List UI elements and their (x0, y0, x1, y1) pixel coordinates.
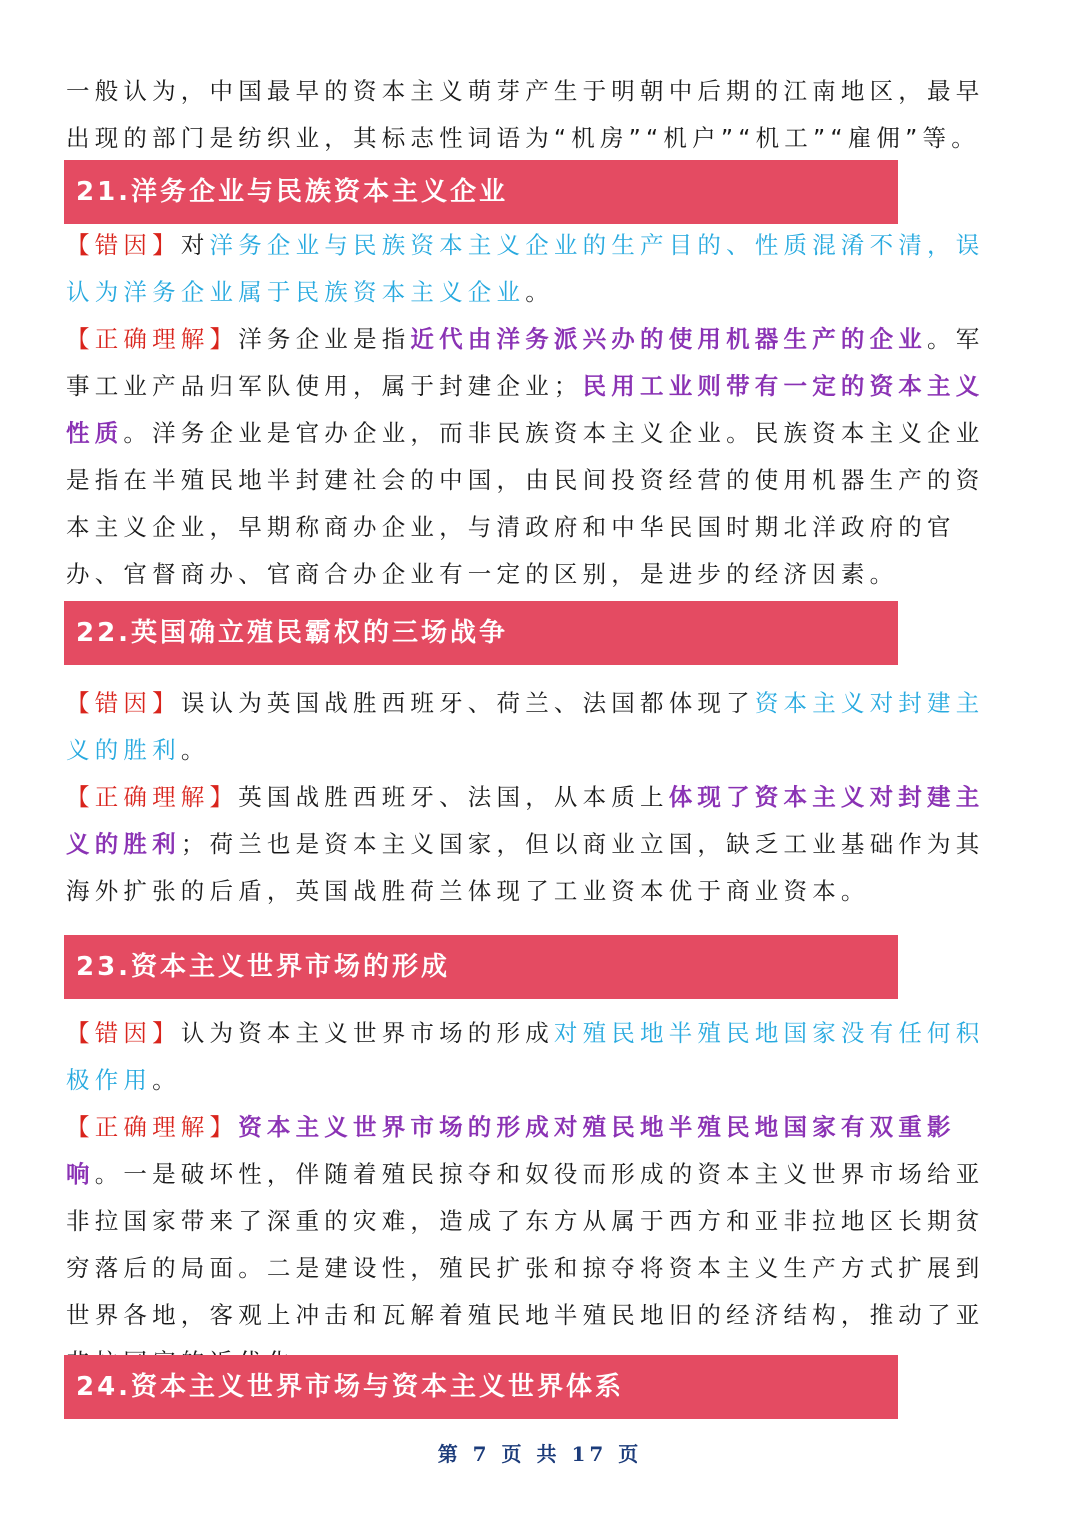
section-23-error: 【错因】认为资本主义世界市场的形成对殖民地半殖民地国家没有任何积极作用。 (66, 1019, 985, 1094)
section-21-error: 【错因】对洋务企业与民族资本主义企业的生产目的、性质混淆不清，误认为洋务企业属于民族资本主义企业。 (66, 231, 985, 306)
total-page-count: 17 (571, 1442, 608, 1466)
section-22-correct: 【正确理解】英国战胜西班牙、法国，从本质上体现了资本主义对封建主义的胜利；荷兰也是资本主义国家，但以商业立国，缺乏工业基础作为其海外扩张的后盾，英国战胜荷兰体现了工业资本优于商业资本。 (66, 783, 985, 905)
error-label: 【错因】 (66, 231, 181, 259)
section-22-banner (64, 601, 898, 665)
section-21-banner (64, 160, 898, 224)
section-22-title: 22.英国确立殖民霸权的三场战争 (76, 618, 509, 648)
section-24-banner (64, 1355, 898, 1419)
error-highlight: 资本主义对封建主义的胜利 (66, 689, 985, 764)
correct-highlight: 体现了资本主义对封建主义的胜利 (66, 783, 985, 858)
correct-label: 【正确理解】 (66, 783, 239, 811)
section-22-error: 【错因】误认为英国战胜西班牙、荷兰、法国都体现了资本主义对封建主义的胜利。 (66, 689, 985, 764)
page-footer: 第 7 页 共 17 页 (437, 1442, 643, 1466)
correct-label: 【正确理解】 (66, 1113, 239, 1141)
section-24-title: 24.资本主义世界市场与资本主义世界体系 (76, 1372, 625, 1402)
error-label: 【错因】 (66, 1019, 181, 1047)
correct-highlight: 资本主义世界市场的形成对殖民地半殖民地国家有双重影响 (66, 1113, 956, 1188)
correct-label: 【正确理解】 (66, 325, 239, 353)
section-21-title: 21.洋务企业与民族资本主义企业 (76, 177, 509, 207)
current-page-number: 7 (472, 1442, 491, 1466)
error-label: 【错因】 (66, 689, 181, 717)
section-23-title: 23.资本主义世界市场的形成 (76, 952, 451, 982)
correct-highlight: 民用工业则带有一定的资本主义性质 (66, 372, 985, 447)
intro-paragraph: 一般认为，中国最早的资本主义萌芽产生于明朝中后期的江南地区，最早出现的部门是纺织业，其标志性词语为“机房”“机户”“机工”“雇佣”等。 (66, 77, 985, 152)
error-highlight: 洋务企业与民族资本主义企业的生产目的、性质混淆不清，误认为洋务企业属于民族资本主义企业 (66, 231, 985, 306)
section-23-banner (64, 935, 898, 999)
section-21-correct: 【正确理解】洋务企业是指近代由洋务派兴办的使用机器生产的企业。军事工业产品归军队使用，属于封建企业；民用工业则带有一定的资本主义性质。洋务企业是官办企业，而非民族资本主义企业。民族资本主义企业是指在半殖民地半封建社会的中国，由民间投资经营的使用机器生产的资本主义企业，早期称商办企业，与清政府和中华民国时期北洋政府的官办、官督商办、官商合办企业有一定的区别，是进步的经济因素。 (66, 325, 985, 588)
correct-highlight: 近代由洋务派兴办的使用机器生产的企业 (410, 325, 928, 353)
error-highlight: 对殖民地半殖民地国家没有任何积极作用 (66, 1019, 985, 1094)
section-23-correct: 【正确理解】资本主义世界市场的形成对殖民地半殖民地国家有双重影响。一是破坏性，伴随着殖民掠夺和奴役而形成的资本主义世界市场给亚非拉国家带来了深重的灾难，造成了东方从属于西方和亚非拉地区长期贫穷落后的局面。二是建设性，殖民扩张和掠夺将资本主义生产方式扩展到世界各地，客观上冲击和瓦解着殖民地半殖民地旧的经济结构，推动了亚 (66, 1113, 985, 1329)
